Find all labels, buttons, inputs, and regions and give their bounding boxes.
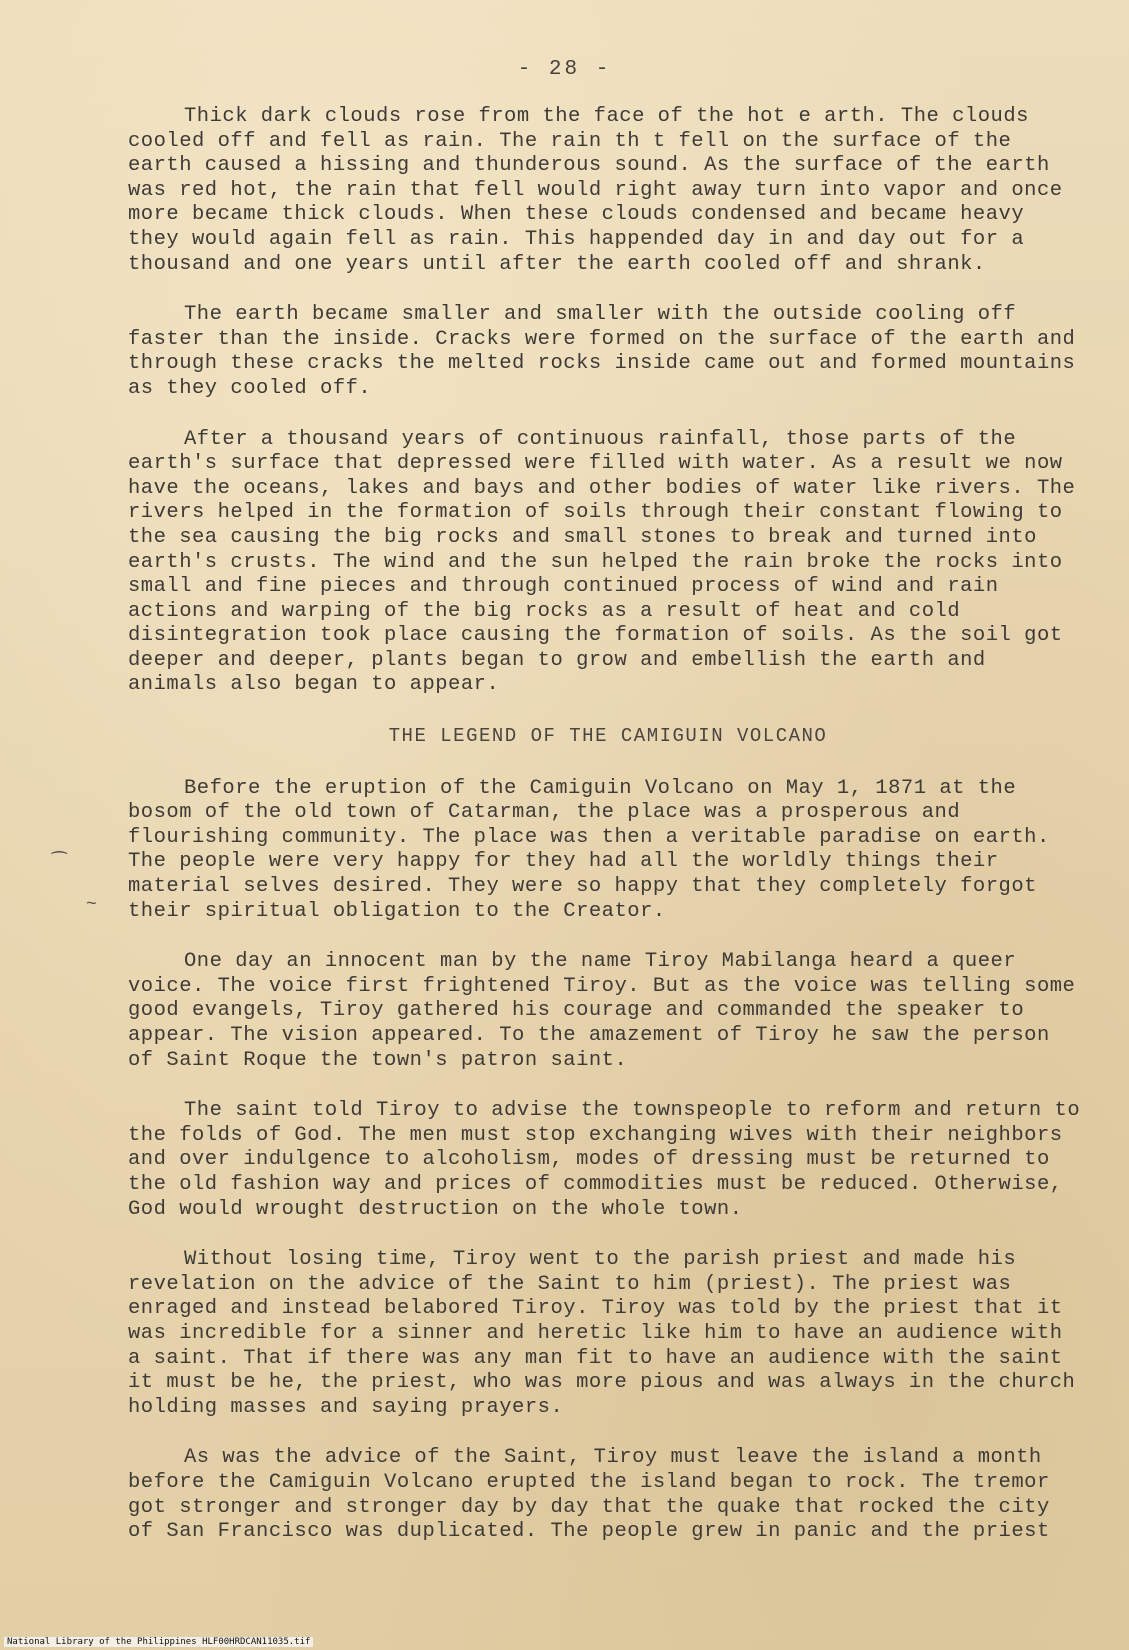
paragraph-saint-advice: The saint told Tiroy to advise the townspeople to reform and return to the folds of God. The men must stop exchanging wives with their neighbors and over indulgence to alcoholism, modes of dressing must be returned to the old fashion way and prices of commodities must be reduced. Otherwise, God would wrought destruction on the whole town.	[128, 1099, 1081, 1221]
scan-footer: National Library of the Philippines HLF00HRDCAN11035.tif	[4, 1637, 313, 1647]
section-title: THE LEGEND OF THE CAMIGUIN VOLCANO	[388, 725, 828, 748]
paragraph-queer-voice: One day an innocent man by the name Tiroy Mabilanga heard a queer voice. The voice first frightened Tiroy. But as the voice was telling some good evangels, Tiroy gathered his courage and commanded the speaker to appear. The vision appeared. To the amazement of Tiroy he saw the person of Saint Roque the town's patron saint.	[128, 950, 1076, 1072]
paragraph-earth-shrinking: The earth became smaller and smaller with the outside cooling off faster than the inside. Cracks were formed on the surface of the earth and through these cracks the melted rocks inside came out and formed mountains as they cooled off.	[128, 303, 1076, 400]
document-body	[128, 105, 1088, 1571]
paragraph-rainfall-soils: After a thousand years of continuous rainfall, those parts of the earth's surface that depressed were filled with water. As a result we now have the oceans, lakes and bays and other bodies of water like rivers. The rivers helped in the formation of soils through their constant flowing to the sea causing the big rocks and small stones to break and turned into earth's crusts. The wind and the sun helped the rain broke the rocks into small and fine pieces and through continued process of wind and rain actions and warping of the big rocks as a result of heat and cold disintegration took place causing the formation of soils. As the soil got deeper and deeper, plants began to grow and embellish the earth and animals also began to appear.	[128, 427, 1076, 697]
paragraph-parish-priest: Without losing time, Tiroy went to the parish priest and made his revelation on the advice of the Saint to him (priest). The priest was enraged and instead belabored Tiroy. Tiroy was told by the priest that it was incredible for a sinner and heretic like him to have an audience with a saint. That if there was any man fit to have an audience with the saint it must be he, the priest, who was more pious and was always in the church holding masses and saying prayers.	[128, 1248, 1076, 1419]
margin-mark: ~	[86, 895, 97, 915]
paragraph-before-eruption: Before the eruption of the Camiguin Volcano on May 1, 1871 at the bosom of the old town of Catarman, the place was a prosperous and flourishing community. The place was then a veritable paradise on earth. The people were very happy for they had all the worldly things their material selves desired. They were so happy that they completely forgot their spiritual obligation to the Creator.	[128, 776, 1050, 923]
page-number: - 28 -	[517, 58, 612, 81]
paragraph-tremor: As was the advice of the Saint, Tiroy must leave the island a month before the Camiguin Volcano erupted the island began to rock. The tremor got stronger and stronger day by day that the quake that rocked the city of San Francisco was duplicated. The people grew in panic and the priest	[128, 1446, 1050, 1544]
paragraph-clouds: Thick dark clouds rose from the face of the hot e arth. The clouds cooled off and fell as rain. The rain th t fell on the surface of the earth caused a hissing and thunderous sound. As the surface of the earth was red hot, the rain that fell would right away turn into vapor and once more became thick clouds. When these clouds condensed and became heavy they would again fell as rain. This happended day in and day out for a thousand and one years until after the earth cooled off and shrank.	[128, 105, 1063, 276]
margin-mark: ⁀	[52, 854, 67, 874]
